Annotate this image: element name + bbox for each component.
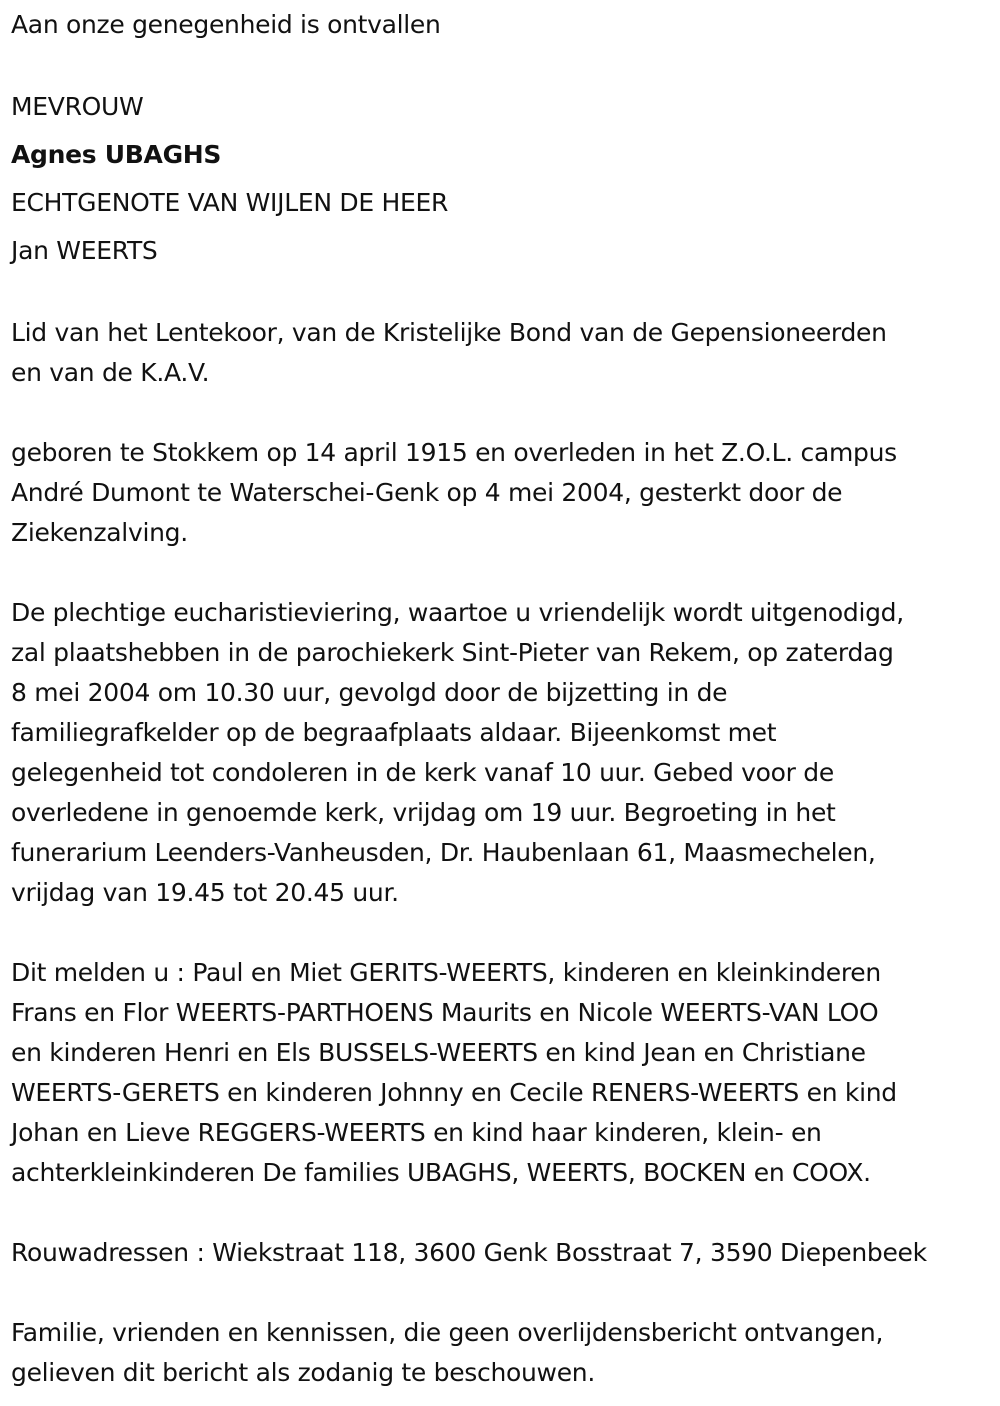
spacer: [11, 45, 996, 85]
paragraph-line: André Dumont te Waterschei-Genk op 4 mei 2004, gesterkt door de: [11, 478, 843, 507]
family-paragraph: [11, 953, 996, 1193]
paragraph-line: overledene in genoemde kerk, vrijdag om 19 uur. Begroeting in het: [11, 798, 836, 827]
relation-text: ECHTGENOTE VAN WIJLEN DE HEER: [11, 188, 449, 217]
paragraph-line: vrijdag van 19.45 tot 20.45 uur.: [11, 878, 399, 907]
deceased-name: Agnes UBAGHS: [11, 140, 222, 169]
birth-death-paragraph: [11, 433, 996, 553]
paragraph-line: Ziekenzalving.: [11, 518, 188, 547]
paragraph-line: Dit melden u : Paul en Miet GERITS-WEERTS, kinderen en kleinkinderen: [11, 958, 881, 987]
paragraph-line: achterkleinkinderen De families UBAGHS, WEERTS, BOCKEN en COOX.: [11, 1158, 871, 1187]
paragraph-line: Rouwadressen : Wiekstraat 118, 3600 Genk Bosstraat 7, 3590 Diepenbeek: [11, 1238, 927, 1267]
paragraph-line: familiegrafkelder op de begraafplaats aldaar. Bijeenkomst met: [11, 718, 777, 747]
paragraph-line: Johan en Lieve REGGERS-WEERTS en kind haar kinderen, klein- en: [11, 1118, 822, 1147]
spacer: [11, 913, 996, 953]
paragraph-line: Familie, vrienden en kennissen, die geen overlijdensbericht ontvangen,: [11, 1318, 884, 1347]
paragraph-line: Frans en Flor WEERTS-PARTHOENS Maurits en Nicole WEERTS-VAN LOO: [11, 998, 879, 1027]
paragraph-line: Lid van het Lentekoor, van de Kristelijke Bond van de Gepensioneerden: [11, 318, 887, 347]
paragraph-line: geboren te Stokkem op 14 april 1915 en overleden in het Z.O.L. campus: [11, 438, 897, 467]
paragraph-line: zal plaatshebben in de parochiekerk Sint-Pieter van Rekem, op zaterdag: [11, 638, 894, 667]
paragraph-line: en van de K.A.V.: [11, 358, 210, 387]
paragraph-line: funerarium Leenders-Vanheusden, Dr. Haubenlaan 61, Maasmechelen,: [11, 838, 876, 867]
spouse-name: Jan WEERTS: [11, 236, 158, 265]
ceremony-paragraph: [11, 593, 996, 913]
spacer: [11, 1273, 996, 1313]
spacer: [11, 1193, 996, 1233]
intro-text: Aan onze genegenheid is ontvallen: [11, 10, 441, 39]
paragraph-line: gelegenheid tot condoleren in de kerk vanaf 10 uur. Gebed voor de: [11, 758, 834, 787]
spacer: [11, 275, 996, 313]
spacer: [11, 393, 996, 433]
death-notice: [11, 0, 996, 1393]
addresses-paragraph: [11, 1233, 996, 1273]
closing-paragraph: [11, 1313, 996, 1393]
paragraph-line: 8 mei 2004 om 10.30 uur, gevolgd door de bijzetting in de: [11, 678, 728, 707]
paragraph-line: en kinderen Henri en Els BUSSELS-WEERTS en kind Jean en Christiane: [11, 1038, 866, 1067]
spacer: [11, 553, 996, 593]
paragraph-line: De plechtige eucharistieviering, waartoe u vriendelijk wordt uitgenodigd,: [11, 598, 904, 627]
paragraph-line: gelieven dit bericht als zodanig te beschouwen.: [11, 1358, 595, 1387]
paragraph-line: WEERTS-GERETS en kinderen Johnny en Cecile RENERS-WEERTS en kind: [11, 1078, 897, 1107]
title-text: MEVROUW: [11, 92, 144, 121]
membership-paragraph: [11, 313, 996, 393]
